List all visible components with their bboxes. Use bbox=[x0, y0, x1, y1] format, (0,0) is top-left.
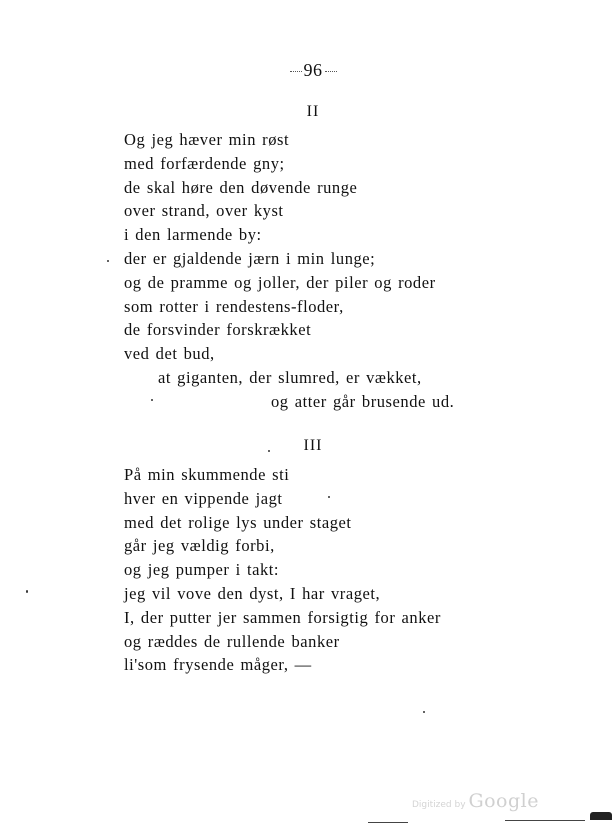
poem-line: i den larmende by: bbox=[124, 225, 262, 245]
poem-line: og atter går brusende ud. bbox=[271, 391, 455, 411]
page-number-dash-right bbox=[325, 71, 337, 72]
scan-speck bbox=[151, 399, 153, 401]
poem-line: at giganten, der slumred, er vækket, bbox=[158, 367, 422, 387]
corner-smudge bbox=[590, 812, 612, 820]
bottom-edge-mark bbox=[505, 820, 585, 821]
watermark-brand: Google bbox=[468, 790, 539, 812]
watermark-prefix: Digitized by bbox=[412, 800, 466, 810]
poem-line: jeg vil vove den dyst, I har vraget, bbox=[124, 583, 381, 603]
poem-line: På min skummende sti bbox=[124, 465, 290, 484]
poem-line: der er gjaldende jærn i min lunge; bbox=[124, 248, 376, 268]
page-number-dash-left bbox=[290, 71, 302, 72]
scan-speck bbox=[268, 450, 270, 452]
scan-speck bbox=[328, 496, 330, 498]
poem-line: og de pramme og joller, der piler og roder bbox=[124, 272, 436, 292]
page-number-text: 96 bbox=[303, 60, 323, 80]
page-number bbox=[283, 60, 343, 81]
poem-line: ved det bud, bbox=[124, 344, 215, 364]
poem-line: og ræddes de rullende banker bbox=[124, 631, 340, 651]
section-heading-ii: II bbox=[306, 103, 320, 120]
scan-speck bbox=[26, 590, 28, 593]
poem-line: går jeg vældig forbi, bbox=[124, 536, 275, 556]
bottom-edge-mark bbox=[368, 822, 408, 823]
poem-line: de forsvinder forskrækket bbox=[124, 320, 312, 340]
poem-line: over strand, over kyst bbox=[124, 201, 284, 221]
section-heading-iii: III bbox=[303, 437, 323, 454]
poem-line: med det rolige lys under staget bbox=[124, 512, 352, 532]
scan-speck bbox=[107, 260, 109, 262]
stanza-ii bbox=[124, 128, 454, 414]
poem-line: Og jeg hæver min røst bbox=[124, 130, 290, 149]
digitized-watermark bbox=[412, 790, 539, 812]
scan-speck bbox=[423, 711, 425, 713]
poem-line: de skal høre den døvende runge bbox=[124, 177, 358, 197]
poem-line: li'som frysende måger, — bbox=[124, 655, 312, 675]
poem-line: som rotter i rendestens-floder, bbox=[124, 296, 344, 316]
poem-line: I, der putter jer sammen forsigtig for anker bbox=[124, 607, 441, 627]
poem-line: og jeg pumper i takt: bbox=[124, 560, 280, 580]
poem-line: hver en vippende jagt bbox=[124, 488, 283, 508]
poem-line: med forfærdende gny; bbox=[124, 153, 285, 173]
stanza-iii bbox=[124, 463, 441, 677]
